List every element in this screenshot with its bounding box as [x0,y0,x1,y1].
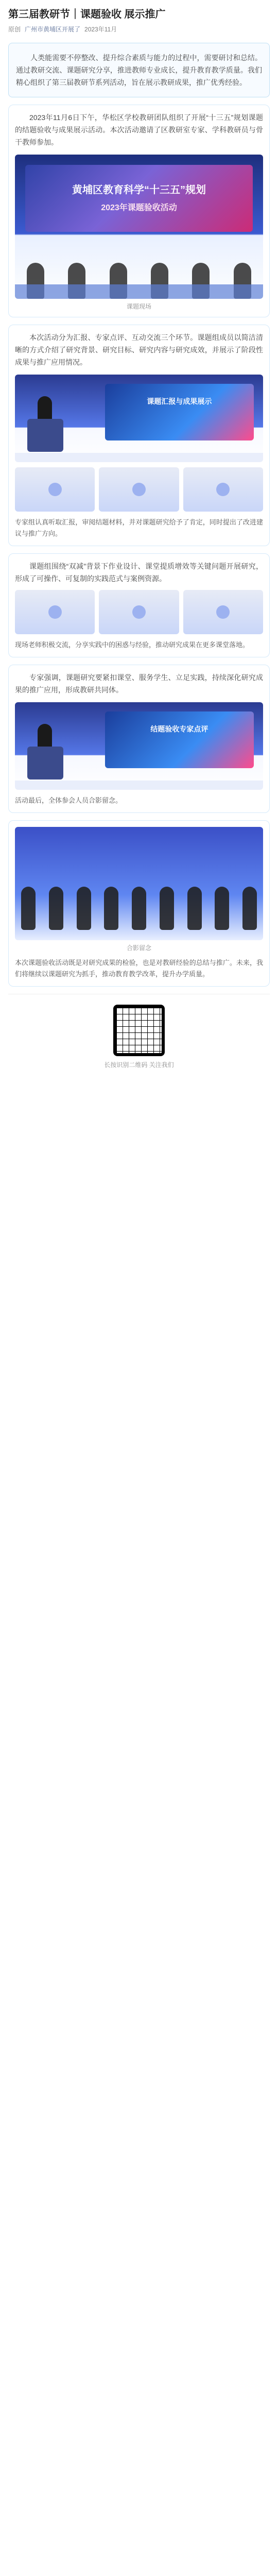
person [242,887,257,930]
section-4-photo [15,702,263,790]
person [49,887,63,930]
section-2 [8,325,270,546]
hero-caption: 课题现场 [126,303,151,310]
person [160,887,174,930]
photo-thumb [15,590,95,634]
group-caption: 合影留念 [126,944,151,952]
intro-card [8,43,270,97]
section-5 [8,820,270,987]
seats [15,284,263,299]
section-4-note: 活动最后，全体参会人员合影留念。 [15,796,123,804]
article-title: 第三届教研节｜课题验收 展示推广 [8,9,166,20]
section-2-card [8,325,270,546]
photo-grid [15,590,263,634]
section-3-paragraph: 课题组围绕“双减”背景下作业设计、课堂提质增效等关键问题开展研究，形成了可操作、可复制的实践范式与案例资源。 [15,562,263,583]
person [104,887,118,930]
qr-text: 长按识别二维码 关注我们 [104,1061,174,1069]
section-3 [8,553,270,657]
photo-dot [216,605,230,619]
screen-text: 结题验收专家点评 [150,725,208,733]
account-name[interactable]: 广州市黄埔区开展了 [25,26,81,33]
section-2-photo [15,375,263,462]
photo-dot [48,605,62,619]
section-4 [8,665,270,813]
person [21,887,36,930]
podium [27,747,63,779]
hero-banner [25,165,253,232]
publish-time: 2023年11月 [84,26,117,33]
group-photo [15,827,263,940]
podium [27,419,63,452]
screen [105,711,254,768]
photo-thumb [15,467,95,512]
photo-grid [15,467,263,512]
hero-image [15,155,263,299]
article-header [0,0,278,38]
article-tag: 原创 [8,26,21,33]
qr-code-icon[interactable] [113,1005,165,1056]
person [187,887,202,930]
floor [15,781,263,790]
section-5-card [8,820,270,987]
person [77,887,91,930]
floor [15,453,263,462]
photo-dot [216,483,230,496]
photo-dot [132,483,146,496]
screen [105,384,254,440]
group-people [21,887,257,930]
photo-dot [132,605,146,619]
section-4-card [8,665,270,813]
person [132,887,146,930]
section-2-paragraph: 本次活动分为汇报、专家点评、互动交流三个环节。课题组成员以简洁清晰的方式介绍了研究背景、研究目标、研究内容与研究成效，并展示了阶段性成果与推广应用情况。 [15,333,263,366]
intro-text: 人类能需要不停整改、提升综合素质与能力的过程中，需要研讨和总结。通过教研交流、课题研究分享，推进教师专业成长，提升教育教学质量。我们精心组织了第三届教研节系列活动，旨在展示教研成果，推广优秀经验。 [16,54,262,87]
footer [8,1005,270,1070]
section-3-note: 现场老师积极交流，分享实践中的困惑与经验，推动研究成果在更多课堂落地。 [15,641,250,649]
article-meta [8,25,270,33]
person [215,887,229,930]
section-5-note: 本次课题验收活动既是对研究成果的检验，也是对教研经验的总结与推广。未来，我们将继续以课题研究为抓手，推动教育教学改革，提升办学质量。 [15,959,263,978]
photo-thumb [99,590,179,634]
screen-text: 课题汇报与成果展示 [147,397,212,405]
photo-thumb [183,467,263,512]
section-1-paragraph: 2023年11月6日下午，华松区学校教研团队组织了开展“十三五”规划课题的结题验收与成果展示活动。本次活动邀请了区教研室专家、学科教研员与骨干教师参加。 [15,113,263,146]
photo-dot [48,483,62,496]
section-2-note: 专家组认真听取汇报，审阅结题材料，并对课题研究给予了肯定，同时提出了改进建议与推广方向。 [15,518,263,537]
photo-thumb [183,590,263,634]
photo-thumb [99,467,179,512]
hero-line-2: 2023年课题验收活动 [101,204,177,212]
section-1 [8,105,270,317]
section-1-card [8,105,270,317]
section-4-paragraph: 专家强调，课题研究要紧扣课堂、服务学生、立足实践，持续深化研究成果的推广应用，形成教研共同体。 [15,673,263,694]
speaker [38,396,52,421]
speaker [38,724,52,749]
hero-line-1: 黄埔区教育科学“十三五”规划 [72,184,206,196]
section-3-card [8,553,270,657]
